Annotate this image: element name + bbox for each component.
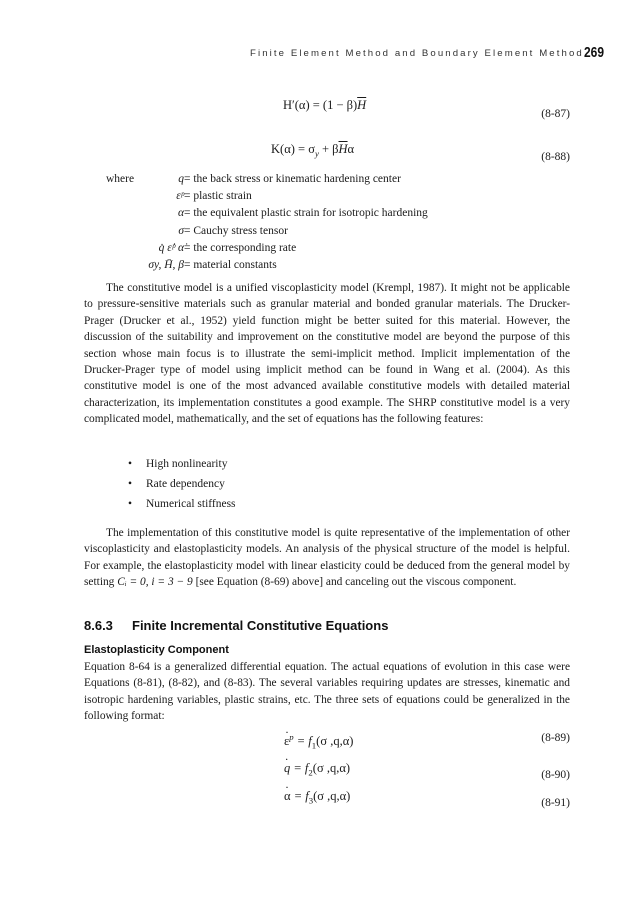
nomenclature-symbol: q̇ ε̇ᵖ α̇: [158, 241, 184, 254]
page-number: 269: [584, 44, 605, 61]
eq-8-88-tail: α: [347, 142, 355, 156]
equation-8-88: [84, 142, 570, 164]
nomenclature-symbol: εᵖ: [176, 190, 184, 203]
nomenclature-definition: = material constants: [184, 258, 277, 271]
eq-8-90-lhs: · q: [284, 761, 290, 776]
nomenclature-definition: = the equivalent plastic strain for isotropic hardening: [184, 207, 428, 220]
eq-8-89-args: (σ ,q,α): [316, 734, 354, 749]
feature-list: [128, 458, 236, 519]
equation-8-91: [84, 789, 570, 811]
equation-8-87: [84, 98, 570, 120]
eq-8-88-lhs: K(α) = σ: [271, 142, 315, 156]
nomenclature-symbol: q: [178, 173, 184, 185]
eq-8-89-number: (8-89): [541, 732, 570, 744]
nomenclature-definition: = the corresponding rate: [184, 241, 297, 254]
feature-item: • Rate dependency: [128, 478, 236, 498]
paragraph-equations-intro: Equation 8-64 is a generalized differential equation. The actual equations of evolution in this case were Equations (8-81), (8-82), and (8-83). The several variables requiring updates are stresses, kinematic and isotropic hardening variables, plastic strains, etc. The three sets of equations could be generalized in the following format:: [84, 661, 570, 723]
section-title: Finite Incremental Constitutive Equations: [132, 618, 389, 633]
eq-8-91-sub: 3: [308, 795, 314, 806]
running-header: Finite Element Method and Boundary Element Method: [250, 48, 584, 59]
eq-8-89-mid: = f: [293, 734, 312, 749]
eq-8-91-lhs: · α: [284, 789, 291, 804]
nomenclature-item: [84, 257, 564, 274]
nomenclature-item: [84, 171, 564, 188]
paragraph-model-description: The constitutive model is a unified viscoplasticity model (Krempl, 1987). It might not be applicable to pressure-sensitive materials such as granular material and bonded granular materials. The Drucker-Prager (Drucker et al., 1952) yield function might be better suited for this material. However, the discussion of the suitability and improvement on the constitutive model are beyond the purpose of this section whose main focus is to illustrate the semi-implicit method. Implicit implementation of the Drucker-Prager type of model using implicit method can be found in Wang et al. (2004). As this constitutive model is one of the most advanced available constitutive models with detailed material characterization, its implementation constitutes a good example. The SHRP constitutive model is a very complicated model, mathematically, and the set of equations has the following features:: [84, 282, 570, 426]
nomenclature-symbol: σy, H̄, β: [148, 258, 184, 271]
feature-item: • High nonlinearity: [128, 458, 236, 478]
nomenclature-definition: = plastic strain: [184, 190, 252, 203]
eq-8-87-h-bar: $\overline{H}$: [357, 98, 367, 112]
feature-item: • Numerical stiffness: [128, 498, 236, 518]
eq-8-91-mid: = f: [290, 789, 309, 803]
eq-8-87-lhs: H′(α) = (1 − β): [283, 98, 358, 112]
where-label: where: [106, 173, 135, 185]
eq-8-89-lhs: · ε: [284, 734, 289, 749]
eq-8-87-number: (8-87): [541, 108, 570, 120]
nomenclature-definition: = the back stress or kinematic hardening center: [184, 173, 401, 185]
eq-8-88-h-bar: $\overline{H}$: [338, 142, 348, 156]
eq-8-89-sub: 1: [311, 740, 317, 751]
nomenclature-item: [84, 188, 564, 205]
p2-inline-math: Cᵢ = 0, i = 3 − 9: [117, 576, 193, 589]
eq-8-90-args: (σ ,q,α): [312, 761, 351, 775]
p2-text-before: The implementation of this constitutive model is quite representative of the implementation of other viscoplasticity and elastoplasticity models. An analysis of the physical structure of the model is helpful. For example, the elastoplasticity model with linear elasticity could be deduced from the general model by setting: [84, 527, 570, 589]
section-heading: [84, 618, 388, 633]
nomenclature-definition: = Cauchy stress tensor: [184, 224, 288, 237]
eq-8-88-mid: + β: [318, 142, 339, 156]
eq-8-91-args: (σ ,q,α): [313, 789, 351, 803]
eq-8-90-mid: = f: [290, 761, 309, 775]
eq-8-91-number: (8-91): [541, 797, 570, 809]
nomenclature-symbol: α: [177, 207, 184, 220]
nomenclature-list: [84, 171, 564, 274]
nomenclature-symbol: σ: [178, 224, 184, 237]
eq-8-88-sub: y: [314, 148, 319, 159]
subsection-heading: Elastoplasticity Component: [84, 644, 229, 656]
equation-8-90: [84, 761, 570, 783]
eq-8-90-number: (8-90): [541, 769, 570, 781]
paragraph-implementation: [84, 525, 570, 591]
equation-8-89: [84, 732, 570, 754]
nomenclature-item: [84, 223, 564, 240]
eq-8-90-sub: 2: [308, 767, 313, 778]
p2-text-after: [see Equation (8-69) above] and canceling out the viscous component.: [192, 576, 517, 589]
eq-8-88-number: (8-88): [541, 151, 570, 163]
nomenclature-item: [84, 240, 564, 257]
nomenclature-item: [84, 205, 564, 222]
section-number: 8.6.3: [84, 618, 113, 633]
eq-8-89-sup: p: [289, 732, 294, 742]
